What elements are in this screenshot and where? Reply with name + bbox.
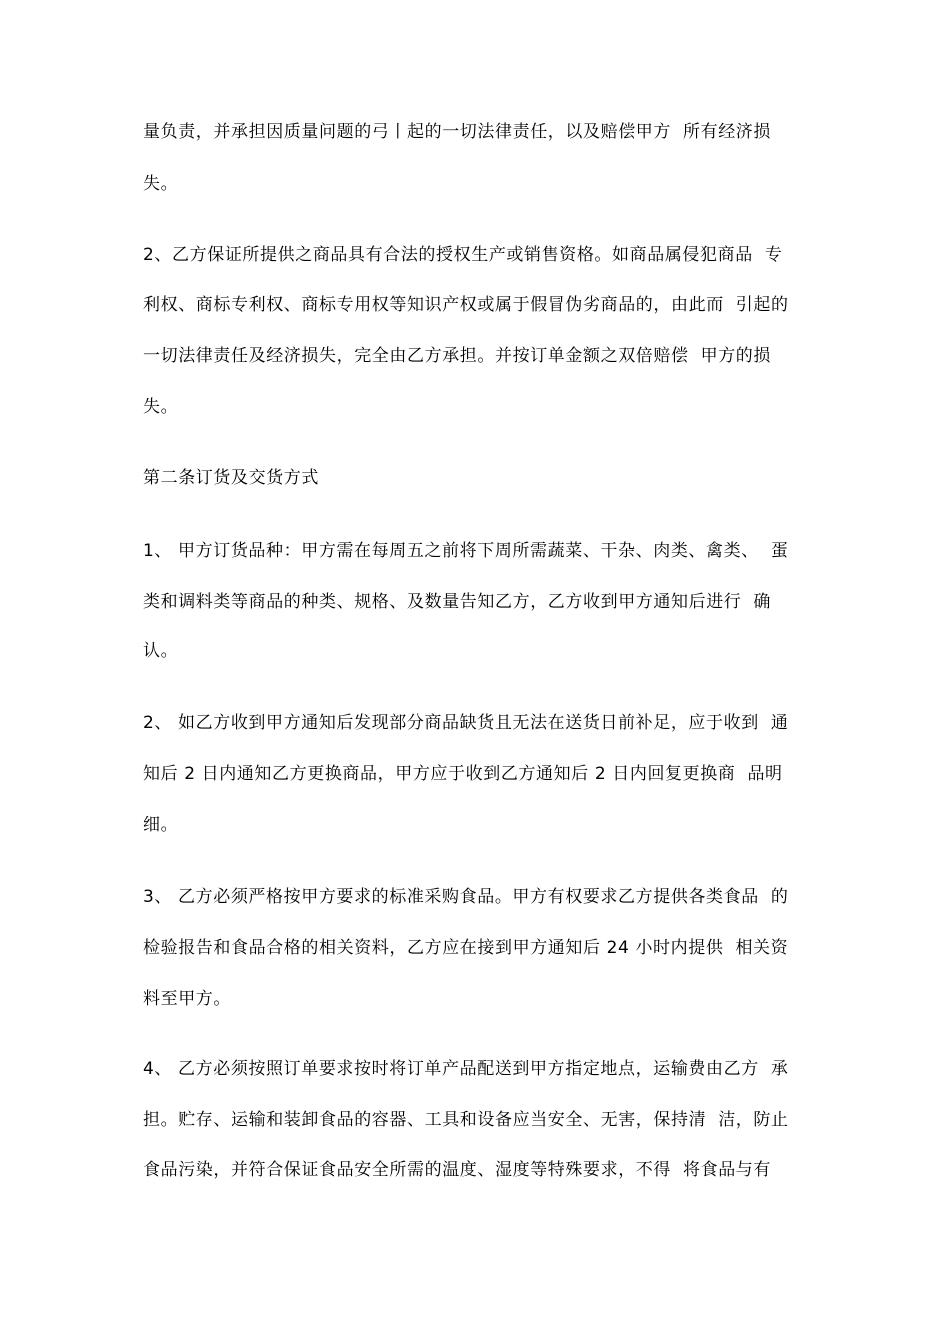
text-line: 检验报告和食品合格的相关资料，乙方应在接到甲方通知后 24 小时内提供 相关资 [143, 938, 789, 958]
text-line: 失。 [143, 397, 179, 417]
text-line: 担。贮存、运输和装卸食品的容器、工具和设备应当安全、无害，保持清 洁，防止 [143, 1110, 789, 1130]
text-line: 知后 2 日内通知乙方更换商品，甲方应于收到乙方通知后 2 日内回复更换商 品明 [143, 764, 783, 784]
text-line: 失。 [143, 174, 179, 194]
text-line: 4、 乙方必须按照订单要求按时将订单产品配送到甲方指定地点，运输费由乙方 承 [143, 1059, 789, 1079]
text-line: 一切法律责任及经济损失，完全由乙方承担。并按订单金额之双倍赔偿 甲方的损 [143, 346, 772, 366]
text-line: 1、 甲方订货品种：甲方需在每周五之前将下周所需蔬菜、干杂、肉类、禽类、 蛋 [143, 541, 789, 561]
text-line: 细。 [143, 815, 179, 835]
text-line: 食品污染，并符合保证食品安全所需的温度、湿度等特殊要求，不得 将食品与有 [143, 1160, 772, 1180]
text-line: 类和调料类等商品的种类、规格、及数量告知乙方，乙方收到甲方通知后进行 确 [143, 592, 772, 612]
text-line: 2、 如乙方收到甲方通知后发现部分商品缺货且无法在送货日前补足，应于收到 通 [143, 713, 789, 733]
text-line: 认。 [143, 641, 179, 661]
section-heading: 第二条订货及交货方式 [143, 468, 319, 488]
text-line: 利权、商标专利权、商标专用权等知识产权或属于假冒伪劣商品的，由此而 引起的 [143, 295, 789, 315]
text-line: 量负责，并承担因质量问题的弓丨起的一切法律责任，以及赔偿甲方 所有经济损 [143, 122, 772, 142]
text-line: 2、乙方保证所提供之商品具有合法的授权生产或销售资格。如商品属侵犯商品 专 [143, 245, 783, 265]
text-line: 料至甲方。 [143, 989, 231, 1009]
text-line: 3、 乙方必须严格按甲方要求的标准采购食品。甲方有权要求乙方提供各类食品 的 [143, 887, 789, 907]
